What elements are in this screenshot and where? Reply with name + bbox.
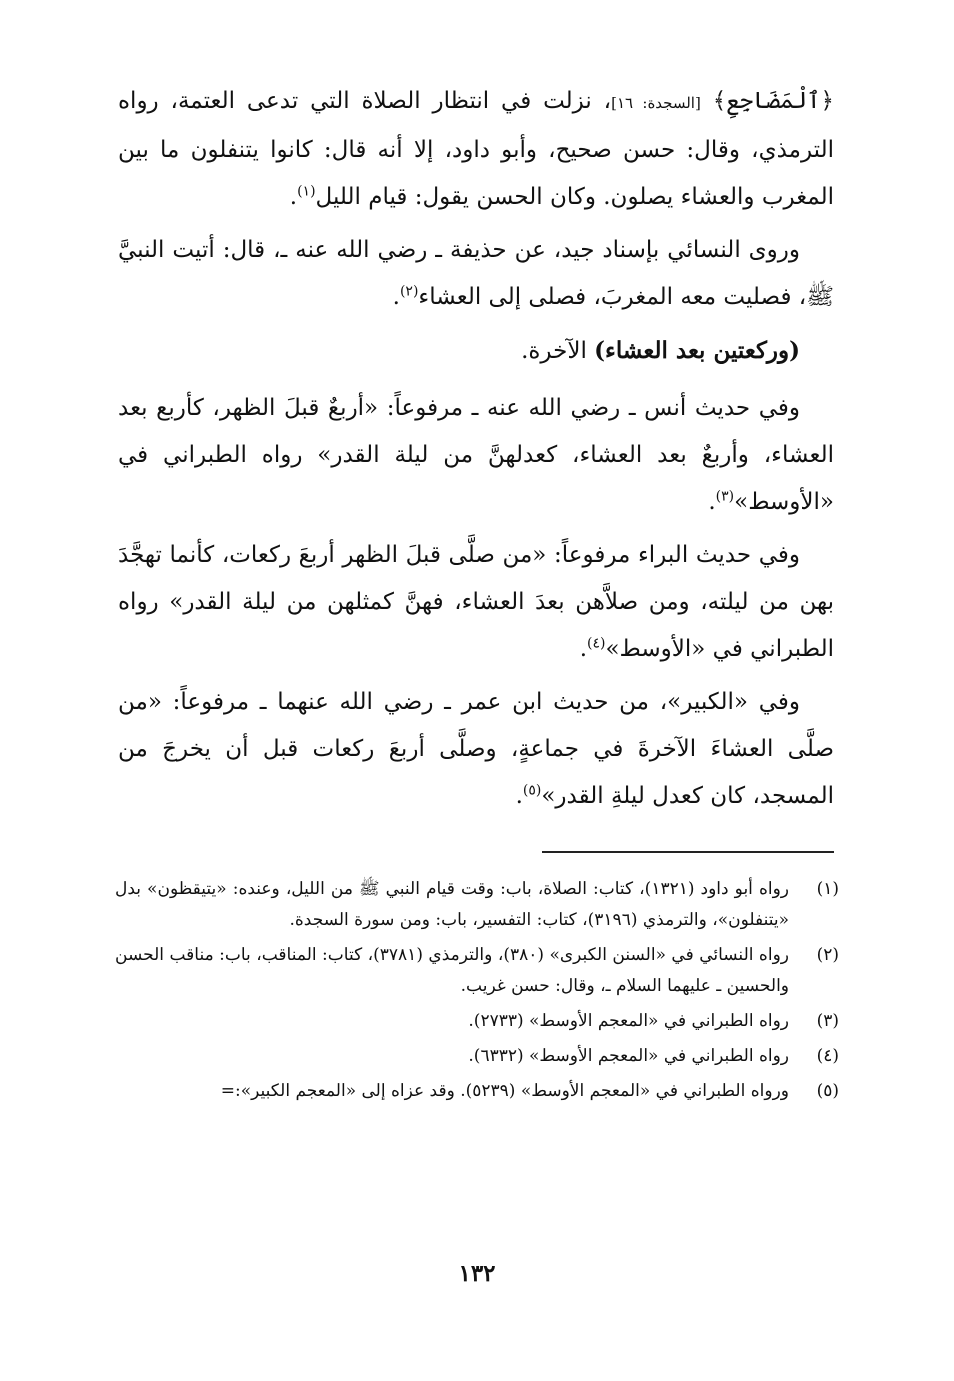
footnote-marker-3: (٣)	[715, 488, 735, 505]
paragraph-1-verse-reference: [السجدة: ١٦]	[611, 94, 701, 112]
paragraph-3-text: وفي حديث أنس ـ رضي الله عنه ـ مرفوعاً: «أربعٌ قبلَ الظهر، كأربع بعد العشاء، وأربعٌ بعد العشاء، كعدلهنَّ من ليلة القدر» رواه الطبراني في «الأوسط»	[118, 395, 834, 515]
paragraph-1-verse: ﴿ٱلْمَضَاجِعِ﴾	[700, 88, 835, 114]
paragraph-3	[118, 385, 834, 526]
footnote-4-text: رواه الطبراني في «المعجم الأوسط» (٦٣٣٢).	[468, 1046, 789, 1066]
footnote-4	[115, 1041, 839, 1072]
paragraph-5-text: وفي «الكبير»، من حديث ابن عمر ـ رضي الله عنهما ـ مرفوعاً: «من صلَّى العشاءَ الآخرةَ في جماعةٍ، وصلَّى أربعَ ركعات قبل أن يخرجَ من المسجد، كان كعدل ليلةِ القدر»	[118, 689, 834, 809]
footnote-marker-1: (١)	[297, 183, 316, 200]
section-heading	[118, 327, 834, 375]
footnote-marker-5: (٥)	[522, 782, 542, 799]
paragraph-2-text: وروى النسائي بإسناد جيد، عن حذيفة ـ رضي الله عنه ـ، قال: أتيت النبيَّ ﷺ، فصليت معه المغربَ، فصلى إلى العشاء	[118, 237, 834, 310]
paragraph-2-end: .	[392, 284, 400, 310]
footnote-2-number: (٢)	[816, 945, 839, 965]
section-heading-rest: الآخرة.	[521, 338, 595, 364]
footnote-2	[115, 940, 839, 1002]
footnotes-section	[115, 874, 839, 1111]
footnote-1-text: رواه أبو داود (١٣٢١)، كتاب: الصلاة، باب: وقت قيام النبي ﷺ من الليل، وعنده: «يتيقظون» بدل «يتنفلون»، والترمذي (٣١٩٦)، كتاب: التفسير، باب: ومن سورة السجدة.	[115, 879, 789, 930]
footnote-3-number: (٣)	[816, 1011, 839, 1031]
footnote-marker-2: (٢)	[399, 283, 419, 300]
footnote-5-text: ورواه الطبراني في «المعجم الأوسط» (٥٢٣٩). وقد عزاه إلى «المعجم الكبير»:=	[220, 1081, 789, 1101]
paragraph-4-text: وفي حديث البراء مرفوعاً: «من صلَّى قبلَ الظهر أربعَ ركعات، كأنما تهجَّدَ بهن من ليلته، ومن صلاَّهن بعدَ العشاء، فهنَّ كمثلهن من ليلة القدر» رواه الطبراني في «الأوسط»	[118, 542, 834, 662]
paragraph-1	[118, 78, 834, 221]
paragraph-5	[118, 679, 834, 820]
paragraph-4	[118, 532, 834, 673]
footnote-marker-4: (٤)	[587, 635, 606, 652]
footnote-2-text: رواه النسائي في «السنن الكبرى» (٣٨٠)، والترمذي (٣٧٨١)، كتاب: المناقب، باب: مناقب الحسن والحسين ـ عليهما السلام ـ، وقال: حسن غريب.	[115, 945, 789, 996]
footnote-separator	[542, 851, 834, 853]
paragraph-2	[118, 227, 834, 321]
footnote-3	[115, 1006, 839, 1037]
paragraph-4-end: .	[579, 636, 588, 662]
main-text-body	[118, 78, 834, 826]
footnote-5-number: (٥)	[816, 1081, 839, 1101]
paragraph-3-end: .	[708, 489, 716, 515]
page-number: ١٣٢	[458, 1260, 496, 1287]
paragraph-5-end: .	[515, 783, 523, 809]
footnote-1	[115, 874, 839, 936]
paragraph-1-text: ، نزلت في انتظار الصلاة التي تدعى العتمة، رواه الترمذي، وقال: حسن صحيح، وأبو داود، إلا أنه قال: كانوا يتنفلون ما بين المغرب والعشاء يصلون. وكان الحسن يقول: قيام الليل	[118, 88, 834, 210]
paragraph-1-end: .	[289, 184, 298, 210]
footnote-1-number: (١)	[816, 879, 839, 899]
footnote-3-text: رواه الطبراني في «المعجم الأوسط» (٢٧٣٣).	[468, 1011, 789, 1031]
footnote-4-number: (٤)	[816, 1046, 839, 1066]
section-heading-bold: (وركعتين بعد العشاء)	[594, 337, 800, 364]
footnote-5	[115, 1076, 839, 1107]
